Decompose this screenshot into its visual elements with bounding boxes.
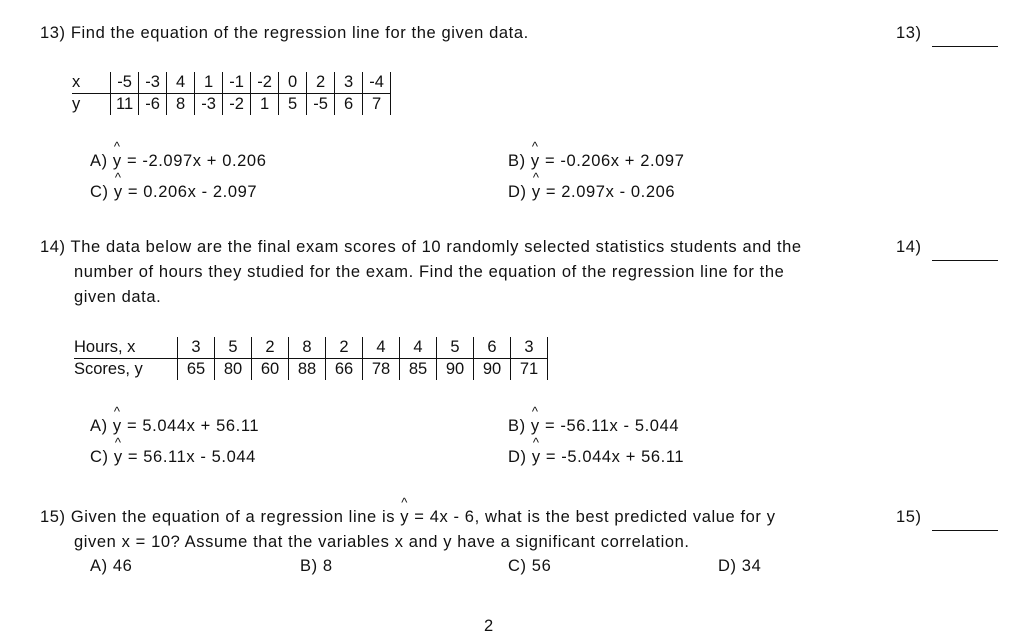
q13-x-cell: 1 — [195, 72, 223, 94]
q14-data-table — [74, 337, 548, 380]
q13-number: 13) — [40, 24, 66, 42]
q14-x-cell: 4 — [363, 337, 400, 359]
q13-data-table — [72, 72, 391, 115]
q14-y-cell: 78 — [363, 359, 400, 381]
q13-x-cell: -2 — [251, 72, 279, 94]
q13-y-cell: 1 — [251, 94, 279, 116]
q14-y-cell: 65 — [178, 359, 215, 381]
y-hat-symbol: ^ y — [532, 183, 541, 202]
q14-y-cell: 88 — [289, 359, 326, 381]
q13-choice-c[interactable]: C) ^ y = 0.206x - 2.097 — [90, 183, 257, 202]
q14-x-cell: 4 — [400, 337, 437, 359]
q14-y-cell: 90 — [474, 359, 511, 381]
q13-x-cell: 0 — [279, 72, 307, 94]
y-hat-symbol: ^ y — [114, 183, 123, 202]
q14-y-label: Scores, y — [74, 360, 143, 378]
q13-y-cell: -3 — [195, 94, 223, 116]
q14-question-line2: number of hours they studied for the exam. Find the equation of the regression line for the — [74, 263, 785, 281]
q14-x-cell: 3 — [178, 337, 215, 359]
q14-x-cell: 6 — [474, 337, 511, 359]
q13-y-row — [72, 94, 391, 116]
page-number: 2 — [484, 617, 494, 635]
q15-answer-label: 15) — [896, 508, 922, 526]
q13-x-cell: 4 — [167, 72, 195, 94]
q14-question-line3: given data. — [74, 288, 162, 306]
q14-choice-c[interactable]: C) ^ y = 56.11x - 5.044 — [90, 448, 256, 467]
q14-x-cell: 8 — [289, 337, 326, 359]
q13-x-cell: 3 — [335, 72, 363, 94]
q13-y-cell: 5 — [279, 94, 307, 116]
q14-y-cell: 66 — [326, 359, 363, 381]
q13-y-cell: 6 — [335, 94, 363, 116]
q15-answer-blank[interactable] — [932, 530, 998, 531]
q14-choice-d[interactable]: D) ^ y = -5.044x + 56.11 — [508, 448, 684, 467]
y-hat-symbol: ^ y — [113, 417, 122, 436]
q14-x-label: Hours, x — [74, 337, 178, 359]
q14-x-cell: 5 — [215, 337, 252, 359]
q15-choice-a[interactable]: A) 46 — [90, 557, 133, 575]
q14-y-cell: 90 — [437, 359, 474, 381]
q15-number: 15) — [40, 508, 66, 526]
y-hat-symbol: ^ y — [114, 448, 123, 467]
q13-choice-d[interactable]: D) ^ y = 2.097x - 0.206 — [508, 183, 675, 202]
q13-x-cell: -3 — [139, 72, 167, 94]
q13-y-cell: 11 — [111, 94, 139, 116]
y-hat-symbol: ^ y — [113, 152, 122, 171]
q13-x-cell: -1 — [223, 72, 251, 94]
y-hat-symbol: ^ y — [531, 152, 540, 171]
q13-x-cell: -4 — [363, 72, 391, 94]
q13-text: Find the equation of the regression line for the given data. — [70, 24, 529, 42]
q15-choice-b[interactable]: B) 8 — [300, 557, 333, 575]
q14-x-cell: 5 — [437, 337, 474, 359]
q14-y-cell: 60 — [252, 359, 289, 381]
q15-question-line2: given x = 10? Assume that the variables x and y have a significant correlation. — [74, 533, 690, 551]
q13-y-cell: -2 — [223, 94, 251, 116]
q13-y-cell: -6 — [139, 94, 167, 116]
q13-y-label: y — [72, 95, 81, 113]
q14-y-cell: 71 — [511, 359, 548, 381]
q14-y-cell: 80 — [215, 359, 252, 381]
q13-y-cell: 7 — [363, 94, 391, 116]
q13-x-cell: -5 — [111, 72, 139, 94]
q15-choice-d[interactable]: D) 34 — [718, 557, 762, 575]
q14-answer-label: 14) — [896, 238, 922, 256]
y-hat-symbol: ^ y — [531, 417, 540, 436]
q14-x-cell: 2 — [252, 337, 289, 359]
q14-y-cell: 85 — [400, 359, 437, 381]
q13-answer-blank[interactable] — [932, 46, 998, 47]
q15-question-line1: 15) Given the equation of a regression line is ^ y = 4x - 6, what is the best predicted value for y — [40, 508, 776, 527]
q14-choice-b[interactable]: B) ^ y = -56.11x - 5.044 — [508, 417, 679, 436]
y-hat-symbol: ^ y — [532, 448, 541, 467]
q14-number: 14) — [40, 238, 66, 256]
q15-choice-c[interactable]: C) 56 — [508, 557, 552, 575]
q13-choice-a[interactable]: A) ^ y = -2.097x + 0.206 — [90, 152, 267, 171]
q14-y-row — [74, 359, 548, 381]
q13-y-cell: -5 — [307, 94, 335, 116]
q14-choice-a[interactable]: A) ^ y = 5.044x + 56.11 — [90, 417, 259, 436]
y-hat-symbol: ^ y — [400, 508, 409, 527]
q13-question — [40, 24, 529, 43]
q13-choice-b[interactable]: B) ^ y = -0.206x + 2.097 — [508, 152, 685, 171]
q14-answer-blank[interactable] — [932, 260, 998, 261]
q13-y-cell: 8 — [167, 94, 195, 116]
q14-x-row — [74, 337, 548, 359]
q14-x-cell: 3 — [511, 337, 548, 359]
q13-x-cell: 2 — [307, 72, 335, 94]
q13-answer-label: 13) — [896, 24, 922, 42]
q14-question-line1: 14) The data below are the final exam scores of 10 randomly selected statistics students and the — [40, 238, 802, 256]
q13-x-row — [72, 72, 391, 94]
q13-x-label: x — [72, 72, 111, 94]
q14-x-cell: 2 — [326, 337, 363, 359]
